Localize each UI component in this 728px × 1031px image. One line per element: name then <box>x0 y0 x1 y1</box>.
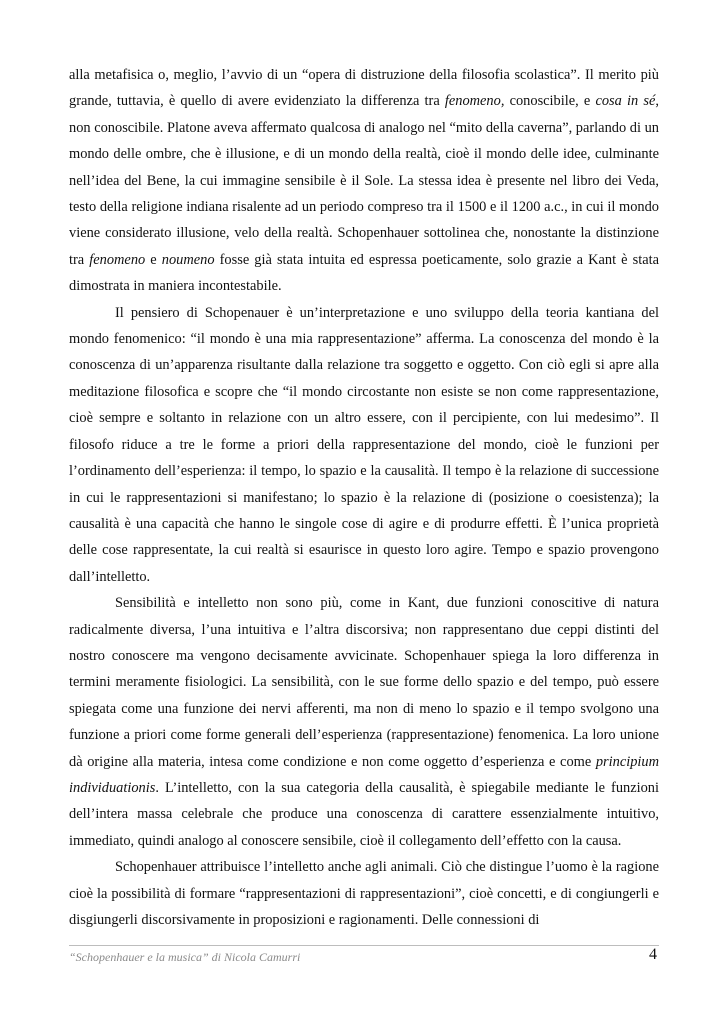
italic-text: cosa in sé <box>595 93 656 110</box>
page-number: 4 <box>649 946 657 963</box>
text-run: . L’intelletto, con la sua categoria della causalità, è spiegabile mediante le funzioni dell’intera massa celebrale che produce una conoscenza di carattere essenzialmente intuitivo, immediato, quindi analogo al conoscere sensibile, cioè il collegamento dell’effetto con la causa. <box>69 779 659 849</box>
text-run: conoscibile, e <box>504 93 596 110</box>
text-run: , non conoscibile. Platone aveva affermato qualcosa di analogo nel “mito della caverna”, parlando di un mondo delle ombre, che è illusione, e di un mondo della realtà, cioè il mondo delle idee, culminante nell’idea del Bene, la cui immagine sensibile è il Sole. La stessa idea è presente nel libro dei Veda, testo della religione indiana risalente ad un periodo compreso tra il 1500 e il 1200 a.c., in cui il mondo viene considerato illusione, velo della realtà. Schopenhauer sottolinea che, nonostante la distinzione tra <box>69 93 659 268</box>
paragraph <box>69 300 659 590</box>
text-run: Schopenhauer attribuisce l’intelletto anche agli animali. Ciò che distingue l’uomo è la ragione cioè la possibilità di formare “rappresentazioni di rappresentazioni”, cioè concetti, e di congiungerli e disgiungerli discorsivamente in proposizioni e ragionamenti. Delle connessioni di <box>69 859 659 928</box>
paragraph <box>69 62 659 300</box>
text-run: alla metafisica o, meglio, l’avvio di un “opera di distruzione della filosofia scolastica”. Il merito più grande, tuttavia, è quello di avere evidenziato la differenza tra <box>69 67 659 110</box>
italic-text: fenomeno <box>89 251 146 268</box>
paragraph <box>69 590 659 854</box>
body-text <box>69 62 659 933</box>
text-run: Sensibilità e intelletto non sono più, come in Kant, due funzioni conoscitive di natura radicalmente diversa, l’una intuitiva e l’altra discorsiva; non rappresentano due ceppi distinti del nostro conoscere ma vengono decisamente avvicinate. Schopenhauer spiega la loro differenza in termini meramente fisiologici. La sensibilità, con le sue forme dello spazio e del tempo, può essere spiegata come una funzione dei nervi afferenti, ma non di meno lo spazio e il tempo svolgono una funzione a priori come forme generali dell’esperienza (rappresentazione) fenomenica. La loro unione dà origine alla materia, intesa come condizione e non come oggetto d’esperienza e come <box>69 595 659 770</box>
italic-text: fenomeno, <box>444 93 505 110</box>
paragraph <box>69 854 659 933</box>
text-run: e <box>145 251 162 268</box>
text-run: fosse già stata intuita ed espressa poeticamente, solo grazie a Kant è stata dimostrata in maniera incontestabile. <box>69 251 659 295</box>
page-footer <box>69 945 659 968</box>
italic-text: principium individuationis <box>69 753 659 796</box>
text-run: Il pensiero di Schopenauer è un’interpretazione e uno sviluppo della teoria kantiana del mondo fenomenico: “il mondo è una mia rappresentazione” afferma. La conoscenza del mondo è la conoscenza di un’apparenza risultante dalla relazione tra soggetto e oggetto. Con ciò egli si apre alla meditazione filosofica e scopre che “il mondo circostante non esiste se non come rappresentazione, cioè sempre e soltanto in relazione con un altro essere, con il percipiente, con lui medesimo”. Il filosofo riduce a tre le forme a priori della rappresentazione del mondo, cioè le funzioni per l’ordinamento dell’esperienza: il tempo, lo spazio e la causalità. Il tempo è la relazione di successione in cui le rappresentazioni si manifestano; lo spazio è la relazione di (posizione o coesistenza); la causalità è una capacità che hanno le singole cose di agire e di produrre effetti. È l’unica proprietà delle cose rappresentate, la cui realtà si esaurisce in questo loro agire. Tempo e spazio provengono dall’intelletto. <box>69 304 659 585</box>
italic-text: noumeno <box>161 251 215 268</box>
footer-title: “Schopenhauer e la musica” di Nicola Camurri <box>69 950 301 964</box>
